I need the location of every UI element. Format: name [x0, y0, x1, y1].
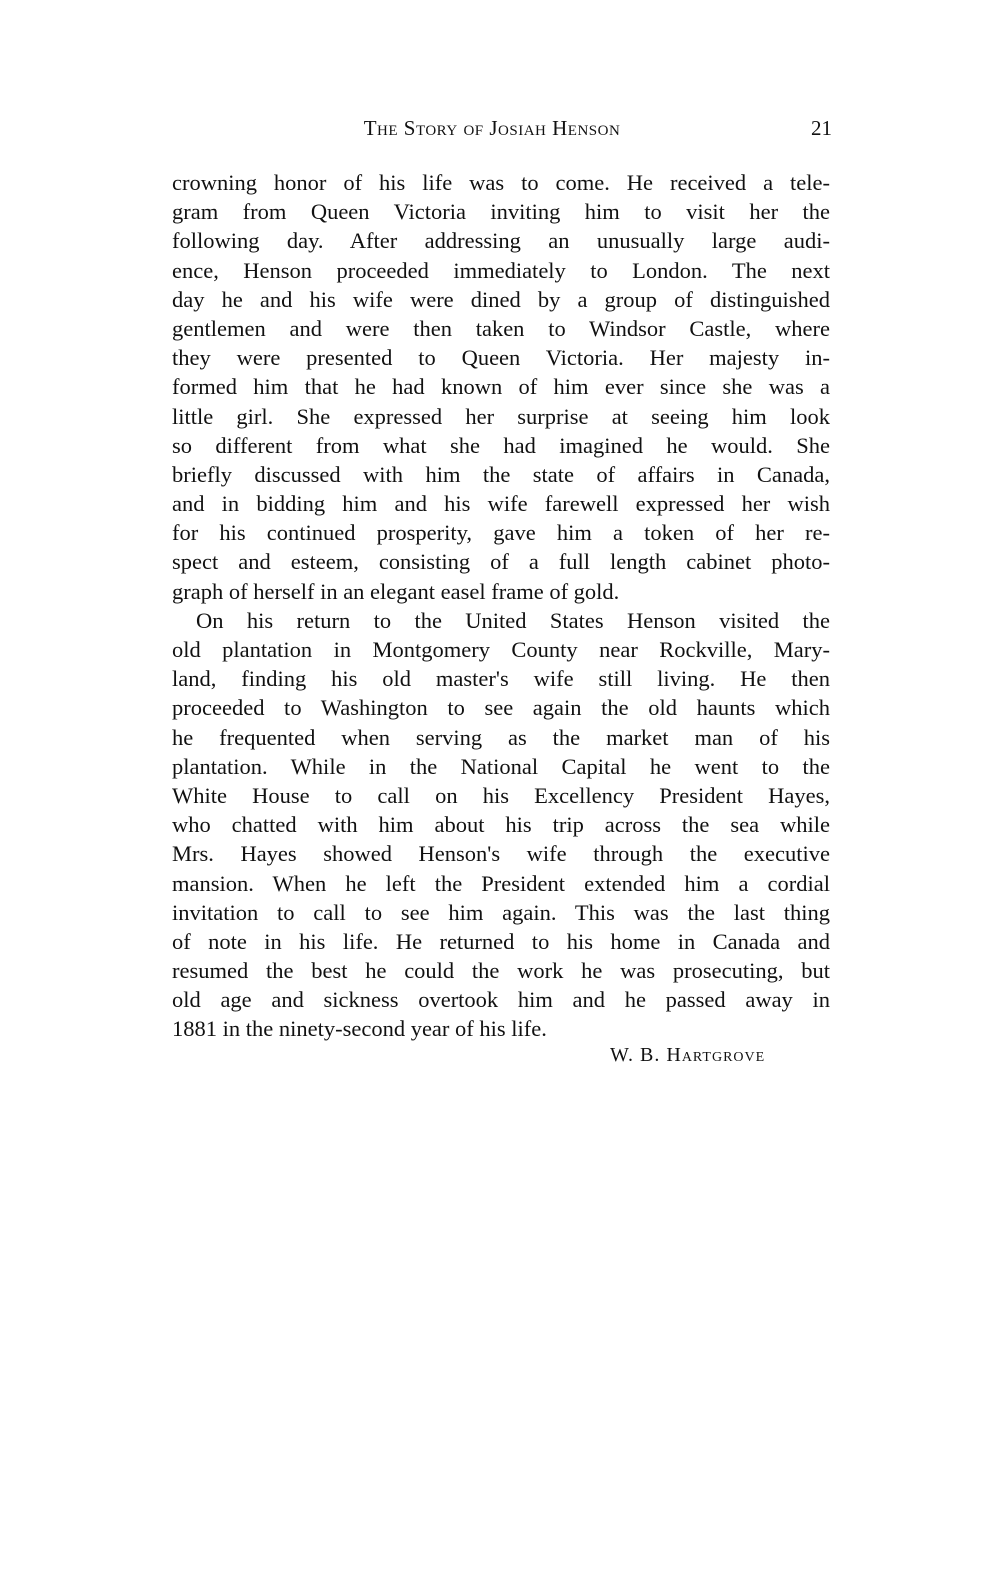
text-line: land, finding his old master's wife still living. He then	[172, 666, 830, 692]
text-line: for his continued prosperity, gave him a token of her re-	[172, 520, 830, 546]
body-text	[172, 168, 830, 1044]
page-number: 21	[811, 116, 832, 140]
text-line: On his return to the United States Henson visited the	[196, 607, 830, 633]
text-line: briefly discussed with him the state of affairs in Canada,	[172, 461, 830, 487]
text-line: invitation to call to see him again. This was the last thing	[172, 899, 830, 925]
text-line: formed him that he had known of him ever since she was a	[172, 374, 830, 400]
text-line: little girl. She expressed her surprise at seeing him look	[172, 403, 830, 429]
text-line: White House to call on his Excellency President Hayes,	[172, 782, 830, 808]
text-line: ence, Henson proceeded immediately to London. The next	[172, 257, 830, 283]
text-line: Mrs. Hayes showed Henson's wife through the executive	[172, 841, 830, 867]
text-line: crowning honor of his life was to come. He received a tele-	[172, 170, 830, 195]
text-line: graph of herself in an elegant easel frame of gold.	[172, 578, 620, 604]
text-line: resumed the best he could the work he was prosecuting, but	[172, 958, 830, 984]
text-line: they were presented to Queen Victoria. Her majesty in-	[172, 345, 830, 371]
text-line: old plantation in Montgomery County near Rockville, Mary-	[172, 637, 830, 662]
running-title: The Story of Josiah Henson	[363, 116, 621, 140]
text-line: 1881 in the ninety-second year of his life.	[172, 1016, 547, 1042]
text-line: mansion. When he left the President extended him a cordial	[172, 870, 830, 896]
text-line: and in bidding him and his wife farewell expressed her wish	[172, 491, 830, 517]
text-line: day he and his wife were dined by a group of distinguished	[172, 286, 830, 312]
text-line: plantation. While in the National Capital he went to the	[172, 753, 830, 779]
text-line: old age and sickness overtook him and he passed away in	[172, 987, 830, 1013]
text-line: gram from Queen Victoria inviting him to visit her the	[172, 199, 830, 225]
text-line: gentlemen and were then taken to Windsor Castle, where	[172, 315, 830, 341]
text-line: proceeded to Washington to see again the old haunts which	[172, 695, 830, 721]
text-line: following day. After addressing an unusually large audi-	[172, 228, 830, 254]
text-line: spect and esteem, consisting of a full length cabinet photo-	[172, 549, 830, 575]
author-signature: W. B. Hartgrove	[610, 1044, 766, 1066]
running-header	[172, 116, 832, 146]
text-line: who chatted with him about his trip across the sea while	[172, 812, 830, 838]
text-line: so different from what she had imagined he would. She	[172, 432, 830, 458]
text-line: of note in his life. He returned to his home in Canada and	[172, 928, 830, 954]
text-line: he frequented when serving as the market man of his	[172, 724, 830, 750]
